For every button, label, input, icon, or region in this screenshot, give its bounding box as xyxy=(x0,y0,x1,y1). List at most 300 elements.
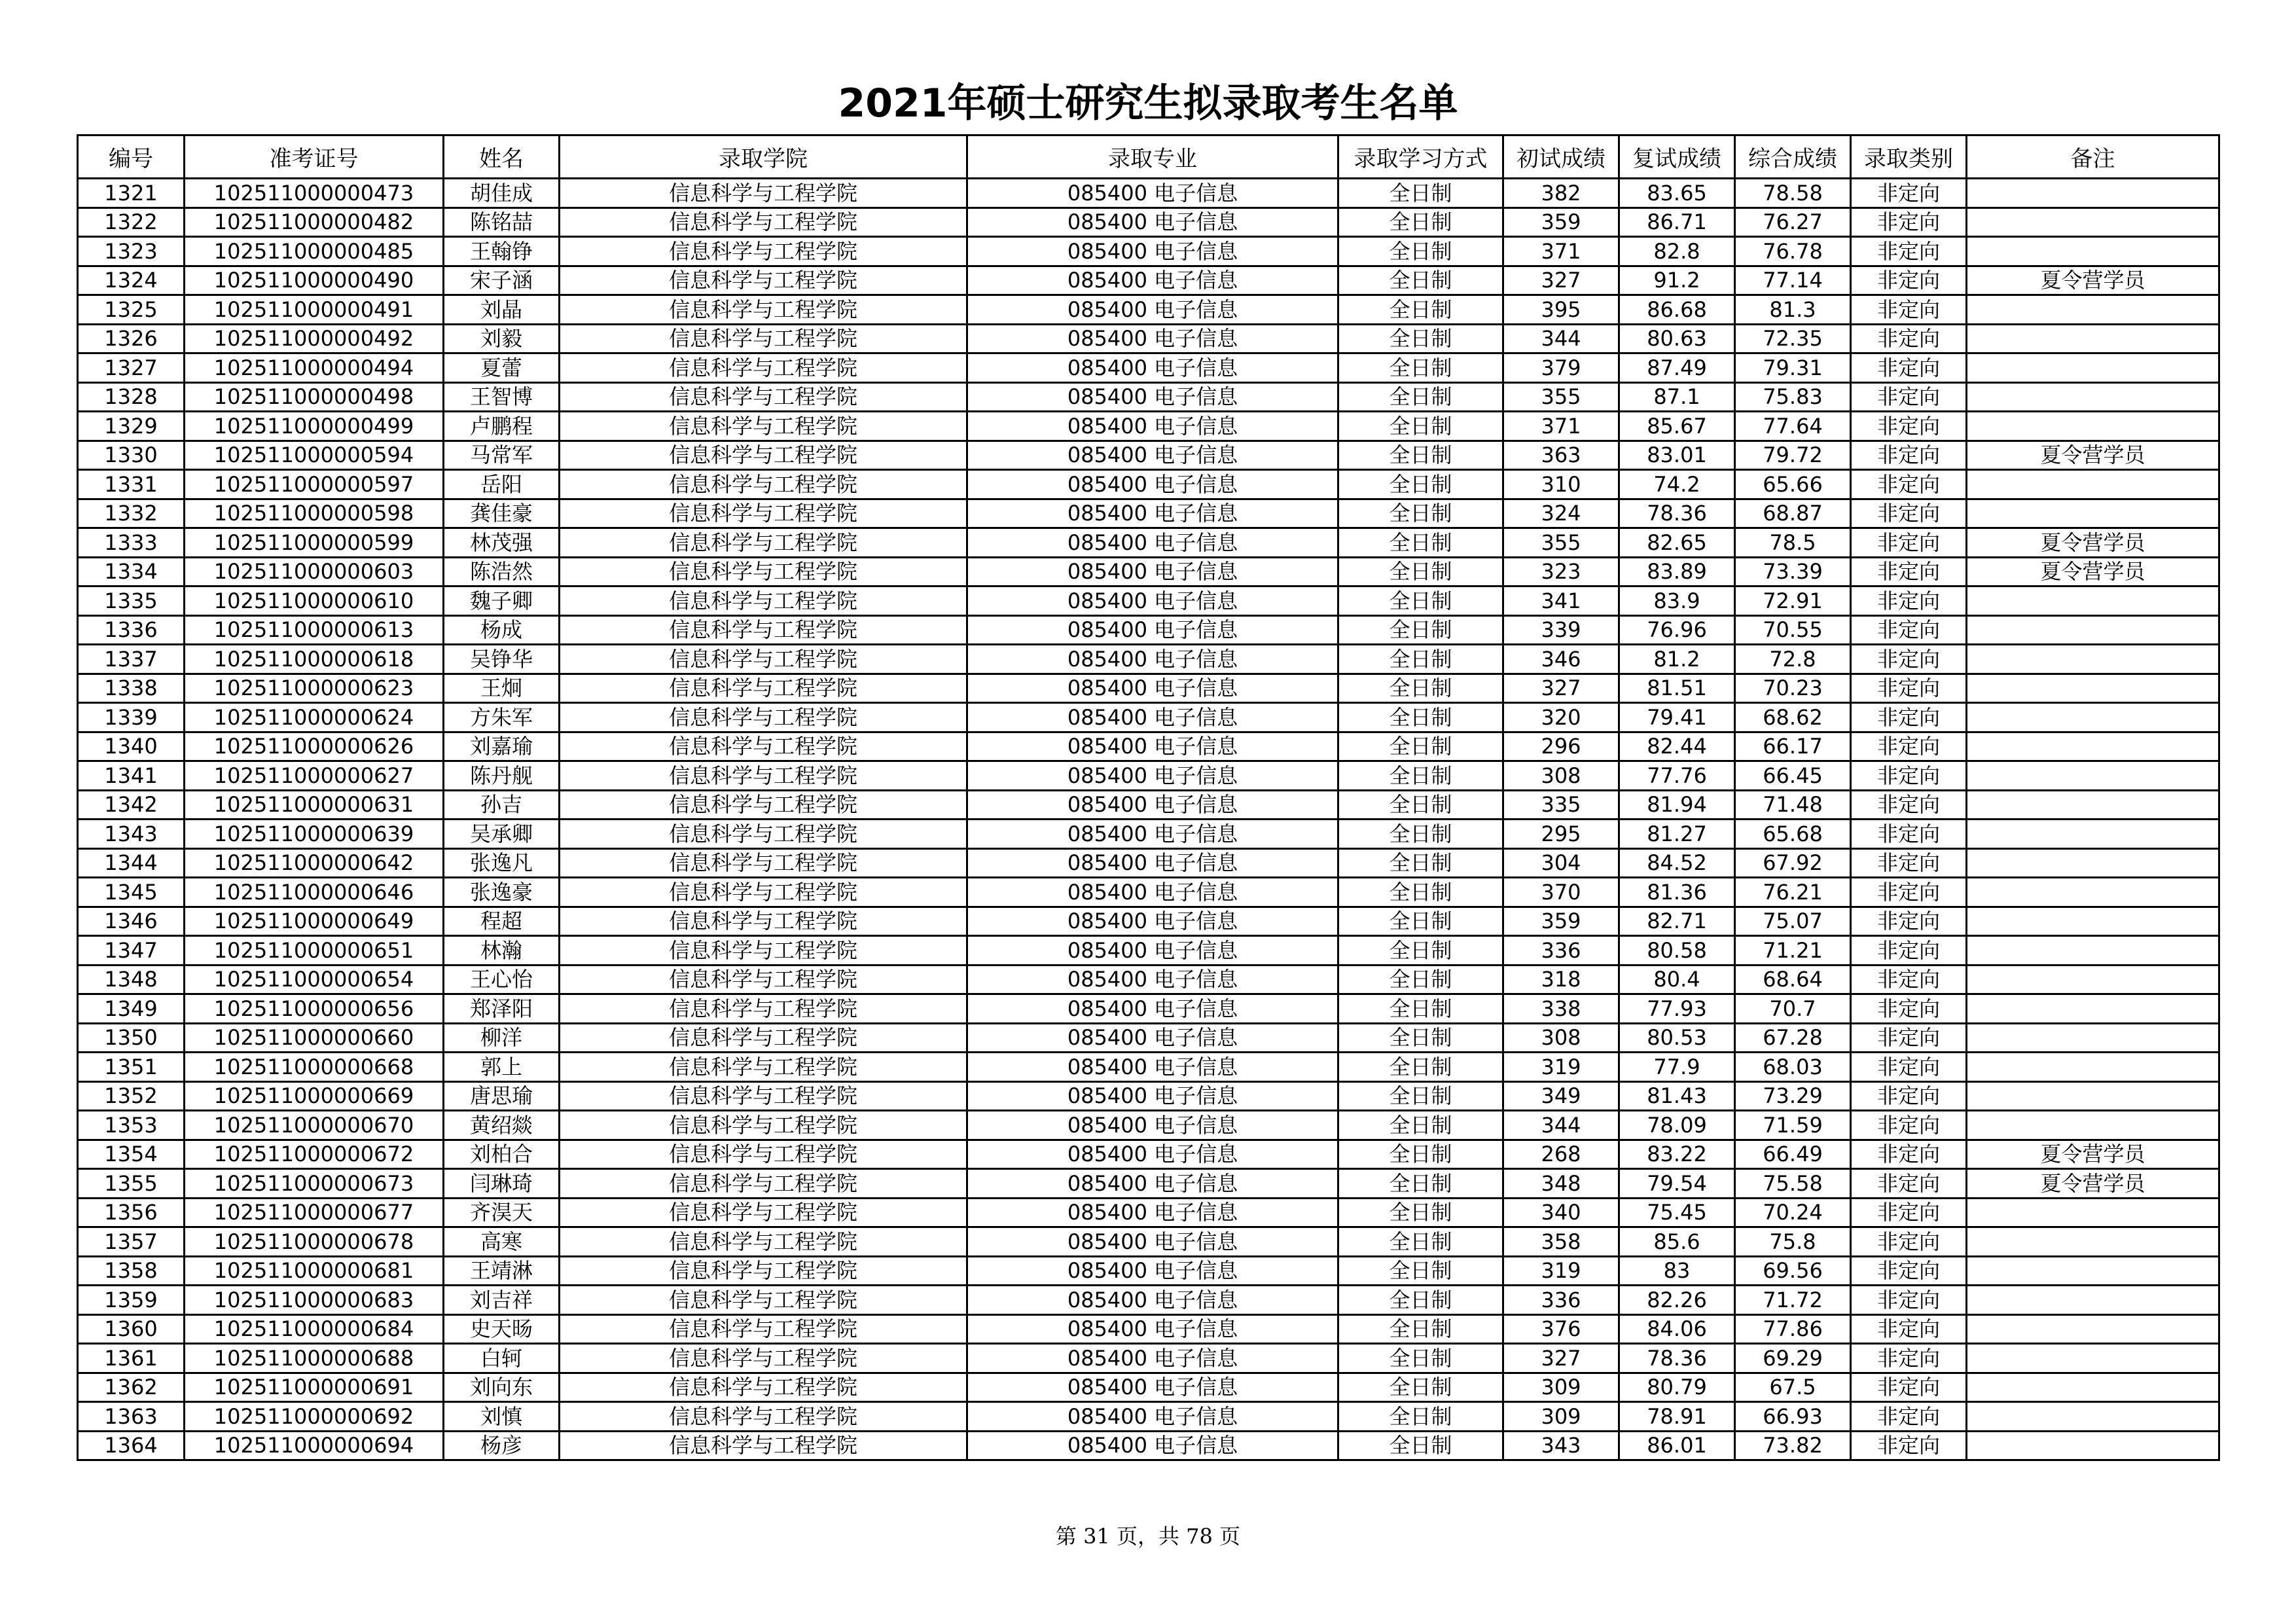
table-cell: 341 xyxy=(1503,586,1619,616)
table-cell: 孙吉 xyxy=(444,790,560,820)
table-cell: 1335 xyxy=(78,586,185,616)
table-cell: 085400 电子信息 xyxy=(967,1023,1338,1053)
table-cell: 马常军 xyxy=(444,441,560,470)
table-cell: 全日制 xyxy=(1338,645,1503,674)
table-cell: 382 xyxy=(1503,179,1619,208)
table-cell: 1348 xyxy=(78,965,185,994)
table-cell: 非定向 xyxy=(1851,1023,1967,1053)
table-row xyxy=(78,353,2219,383)
table-cell: 81.94 xyxy=(1619,790,1735,820)
table-cell: 78.91 xyxy=(1619,1402,1735,1432)
table-cell xyxy=(1967,1023,2219,1053)
table-cell xyxy=(1967,1431,2219,1460)
table-cell: 82.65 xyxy=(1619,528,1735,558)
table-cell xyxy=(1967,1256,2219,1286)
table-cell: 102511000000599 xyxy=(185,528,444,558)
table-cell: 1363 xyxy=(78,1402,185,1432)
table-cell: 102511000000683 xyxy=(185,1286,444,1315)
table-row xyxy=(78,1314,2219,1344)
table-cell: 夏蕾 xyxy=(444,353,560,383)
table-cell: 闫琳琦 xyxy=(444,1169,560,1199)
table-cell: 全日制 xyxy=(1338,615,1503,645)
table-cell: 全日制 xyxy=(1338,936,1503,965)
table-cell: 全日制 xyxy=(1338,499,1503,528)
table-cell: 信息科学与工程学院 xyxy=(560,295,967,325)
table-cell: 085400 电子信息 xyxy=(967,907,1338,936)
table-cell: 信息科学与工程学院 xyxy=(560,470,967,499)
table-cell xyxy=(1967,761,2219,791)
table-cell: 信息科学与工程学院 xyxy=(560,1023,967,1053)
table-cell: 信息科学与工程学院 xyxy=(560,1402,967,1432)
table-cell: 魏子卿 xyxy=(444,586,560,616)
table-cell: 齐淏天 xyxy=(444,1198,560,1227)
table-cell: 全日制 xyxy=(1338,965,1503,994)
table-cell: 102511000000672 xyxy=(185,1140,444,1169)
table-cell: 1354 xyxy=(78,1140,185,1169)
table-cell: 102511000000490 xyxy=(185,266,444,295)
table-cell: 非定向 xyxy=(1851,848,1967,878)
table-cell: 085400 电子信息 xyxy=(967,353,1338,383)
table-cell xyxy=(1967,470,2219,499)
table-cell: 80.53 xyxy=(1619,1023,1735,1053)
table-cell: 全日制 xyxy=(1338,586,1503,616)
table-cell: 71.21 xyxy=(1735,936,1851,965)
table-cell: 340 xyxy=(1503,1198,1619,1227)
table-cell: 信息科学与工程学院 xyxy=(560,907,967,936)
table-cell: 83.22 xyxy=(1619,1140,1735,1169)
table-cell: 信息科学与工程学院 xyxy=(560,266,967,295)
table-cell: 信息科学与工程学院 xyxy=(560,761,967,791)
table-cell xyxy=(1967,179,2219,208)
table-cell: 335 xyxy=(1503,790,1619,820)
table-cell: 102511000000613 xyxy=(185,615,444,645)
table-cell: 87.1 xyxy=(1619,382,1735,412)
table-cell: 信息科学与工程学院 xyxy=(560,1053,967,1082)
table-cell xyxy=(1967,382,2219,412)
table-cell: 非定向 xyxy=(1851,179,1967,208)
table-header-row xyxy=(78,135,2219,179)
table-cell: 1347 xyxy=(78,936,185,965)
table-cell: 102511000000491 xyxy=(185,295,444,325)
table-cell: 全日制 xyxy=(1338,1373,1503,1402)
table-cell: 102511000000694 xyxy=(185,1431,444,1460)
table-cell: 085400 电子信息 xyxy=(967,586,1338,616)
table-cell: 73.82 xyxy=(1735,1431,1851,1460)
table-cell: 非定向 xyxy=(1851,382,1967,412)
table-cell: 73.39 xyxy=(1735,557,1851,586)
table-cell: 359 xyxy=(1503,907,1619,936)
table-cell: 77.9 xyxy=(1619,1053,1735,1082)
table-cell: 83 xyxy=(1619,1256,1735,1286)
table-cell: 323 xyxy=(1503,557,1619,586)
admission-table xyxy=(77,134,2220,1461)
table-cell: 85.6 xyxy=(1619,1227,1735,1257)
table-cell: 1343 xyxy=(78,820,185,849)
table-cell: 75.45 xyxy=(1619,1198,1735,1227)
column-header: 复试成绩 xyxy=(1619,135,1735,179)
table-cell: 296 xyxy=(1503,732,1619,761)
table-cell: 方朱军 xyxy=(444,703,560,732)
table-cell: 1356 xyxy=(78,1198,185,1227)
table-cell: 非定向 xyxy=(1851,1227,1967,1257)
table-cell: 陈浩然 xyxy=(444,557,560,586)
table-cell: 全日制 xyxy=(1338,1111,1503,1140)
table-cell: 非定向 xyxy=(1851,615,1967,645)
table-cell: 085400 电子信息 xyxy=(967,1256,1338,1286)
table-row xyxy=(78,820,2219,849)
table-cell xyxy=(1967,936,2219,965)
table-cell: 非定向 xyxy=(1851,820,1967,849)
table-cell: 83.65 xyxy=(1619,179,1735,208)
table-row xyxy=(78,412,2219,441)
table-cell: 非定向 xyxy=(1851,470,1967,499)
table-cell: 宋子涵 xyxy=(444,266,560,295)
table-cell xyxy=(1967,586,2219,616)
table-cell: 信息科学与工程学院 xyxy=(560,1140,967,1169)
table-cell: 79.54 xyxy=(1619,1169,1735,1199)
table-cell: 1321 xyxy=(78,179,185,208)
table-cell: 非定向 xyxy=(1851,732,1967,761)
table-cell: 非定向 xyxy=(1851,528,1967,558)
table-cell: 信息科学与工程学院 xyxy=(560,1373,967,1402)
table-cell: 102511000000610 xyxy=(185,586,444,616)
table-cell: 信息科学与工程学院 xyxy=(560,586,967,616)
table-row xyxy=(78,645,2219,674)
table-cell: 102511000000594 xyxy=(185,441,444,470)
table-cell: 信息科学与工程学院 xyxy=(560,703,967,732)
table-cell: 379 xyxy=(1503,353,1619,383)
table-cell: 72.35 xyxy=(1735,324,1851,353)
table-row xyxy=(78,1111,2219,1140)
table-cell: 全日制 xyxy=(1338,732,1503,761)
table-cell: 夏令营学员 xyxy=(1967,266,2219,295)
table-cell: 80.79 xyxy=(1619,1373,1735,1402)
table-cell: 非定向 xyxy=(1851,1314,1967,1344)
table-cell: 102511000000654 xyxy=(185,965,444,994)
table-cell xyxy=(1967,324,2219,353)
table-cell: 信息科学与工程学院 xyxy=(560,1314,967,1344)
table-cell: 102511000000499 xyxy=(185,412,444,441)
table-cell xyxy=(1967,1286,2219,1315)
table-cell: 1324 xyxy=(78,266,185,295)
table-cell: 085400 电子信息 xyxy=(967,645,1338,674)
table-cell: 349 xyxy=(1503,1081,1619,1111)
table-cell xyxy=(1967,1081,2219,1111)
table-cell xyxy=(1967,965,2219,994)
table-cell: 全日制 xyxy=(1338,470,1503,499)
table-cell: 76.27 xyxy=(1735,208,1851,237)
table-cell: 371 xyxy=(1503,412,1619,441)
table-cell: 吴承卿 xyxy=(444,820,560,849)
table-cell xyxy=(1967,820,2219,849)
table-cell: 102511000000494 xyxy=(185,353,444,383)
table-cell: 295 xyxy=(1503,820,1619,849)
table-cell: 林瀚 xyxy=(444,936,560,965)
table-cell: 信息科学与工程学院 xyxy=(560,1111,967,1140)
table-cell: 全日制 xyxy=(1338,179,1503,208)
table-cell: 信息科学与工程学院 xyxy=(560,790,967,820)
table-cell: 1334 xyxy=(78,557,185,586)
table-cell: 085400 电子信息 xyxy=(967,848,1338,878)
table-cell: 085400 电子信息 xyxy=(967,615,1338,645)
table-cell: 信息科学与工程学院 xyxy=(560,208,967,237)
table-cell: 史天旸 xyxy=(444,1314,560,1344)
table-row xyxy=(78,1053,2219,1082)
table-cell: 085400 电子信息 xyxy=(967,1314,1338,1344)
table-cell: 1344 xyxy=(78,848,185,878)
table-cell: 信息科学与工程学院 xyxy=(560,645,967,674)
table-cell: 信息科学与工程学院 xyxy=(560,732,967,761)
table-cell: 355 xyxy=(1503,382,1619,412)
table-cell: 全日制 xyxy=(1338,441,1503,470)
table-cell: 74.2 xyxy=(1619,470,1735,499)
table-cell: 102511000000603 xyxy=(185,557,444,586)
table-cell: 86.71 xyxy=(1619,208,1735,237)
table-cell: 信息科学与工程学院 xyxy=(560,820,967,849)
table-cell: 085400 电子信息 xyxy=(967,1053,1338,1082)
table-cell: 非定向 xyxy=(1851,586,1967,616)
table-cell xyxy=(1967,907,2219,936)
table-cell: 336 xyxy=(1503,1286,1619,1315)
table-row xyxy=(78,1081,2219,1111)
table-cell: 84.52 xyxy=(1619,848,1735,878)
table-cell: 岳阳 xyxy=(444,470,560,499)
table-row xyxy=(78,1344,2219,1373)
table-cell: 非定向 xyxy=(1851,936,1967,965)
table-cell xyxy=(1967,1314,2219,1344)
column-header: 录取专业 xyxy=(967,135,1338,179)
table-cell: 全日制 xyxy=(1338,1431,1503,1460)
table-cell: 87.49 xyxy=(1619,353,1735,383)
column-header: 姓名 xyxy=(444,135,560,179)
table-cell: 全日制 xyxy=(1338,790,1503,820)
table-cell: 信息科学与工程学院 xyxy=(560,994,967,1024)
table-cell: 全日制 xyxy=(1338,295,1503,325)
table-cell: 1353 xyxy=(78,1111,185,1140)
table-cell: 1336 xyxy=(78,615,185,645)
table-cell: 全日制 xyxy=(1338,1227,1503,1257)
table-cell: 085400 电子信息 xyxy=(967,1344,1338,1373)
table-cell: 夏令营学员 xyxy=(1967,557,2219,586)
table-cell: 全日制 xyxy=(1338,1081,1503,1111)
table-cell: 085400 电子信息 xyxy=(967,936,1338,965)
table-cell: 非定向 xyxy=(1851,1140,1967,1169)
table-cell: 085400 电子信息 xyxy=(967,965,1338,994)
column-header: 初试成绩 xyxy=(1503,135,1619,179)
table-cell: 70.7 xyxy=(1735,994,1851,1024)
table-cell: 085400 电子信息 xyxy=(967,790,1338,820)
table-cell: 信息科学与工程学院 xyxy=(560,1169,967,1199)
table-cell: 杨成 xyxy=(444,615,560,645)
table-cell xyxy=(1967,645,2219,674)
table-cell: 全日制 xyxy=(1338,907,1503,936)
table-cell: 085400 电子信息 xyxy=(967,557,1338,586)
table-cell xyxy=(1967,848,2219,878)
table-cell: 370 xyxy=(1503,878,1619,907)
table-cell: 1351 xyxy=(78,1053,185,1082)
table-row xyxy=(78,528,2219,558)
table-cell: 102511000000646 xyxy=(185,878,444,907)
table-cell: 信息科学与工程学院 xyxy=(560,353,967,383)
table-row xyxy=(78,1198,2219,1227)
table-row xyxy=(78,499,2219,528)
table-row xyxy=(78,674,2219,703)
table-row xyxy=(78,1227,2219,1257)
table-cell: 79.41 xyxy=(1619,703,1735,732)
table-cell: 全日制 xyxy=(1338,1053,1503,1082)
table-cell: 非定向 xyxy=(1851,790,1967,820)
table-cell: 非定向 xyxy=(1851,557,1967,586)
table-cell: 非定向 xyxy=(1851,266,1967,295)
table-cell xyxy=(1967,615,2219,645)
table-row xyxy=(78,586,2219,616)
table-cell: 全日制 xyxy=(1338,1023,1503,1053)
table-cell: 324 xyxy=(1503,499,1619,528)
table-cell: 1358 xyxy=(78,1256,185,1286)
table-cell: 085400 电子信息 xyxy=(967,528,1338,558)
table-cell: 102511000000618 xyxy=(185,645,444,674)
table-cell: 信息科学与工程学院 xyxy=(560,382,967,412)
table-cell: 非定向 xyxy=(1851,324,1967,353)
table-cell: 085400 电子信息 xyxy=(967,1169,1338,1199)
table-cell: 郑泽阳 xyxy=(444,994,560,1024)
table-cell: 77.64 xyxy=(1735,412,1851,441)
table-row xyxy=(78,1023,2219,1053)
table-cell: 085400 电子信息 xyxy=(967,179,1338,208)
table-row xyxy=(78,878,2219,907)
table-cell: 102511000000482 xyxy=(185,208,444,237)
table-cell: 1338 xyxy=(78,674,185,703)
table-cell: 310 xyxy=(1503,470,1619,499)
table-cell: 76.96 xyxy=(1619,615,1735,645)
table-cell: 81.2 xyxy=(1619,645,1735,674)
table-row xyxy=(78,1286,2219,1315)
table-cell: 102511000000598 xyxy=(185,499,444,528)
table-cell xyxy=(1967,1402,2219,1432)
table-cell: 1360 xyxy=(78,1314,185,1344)
table-cell: 102511000000678 xyxy=(185,1227,444,1257)
table-cell: 全日制 xyxy=(1338,1402,1503,1432)
table-cell: 非定向 xyxy=(1851,878,1967,907)
table-cell: 085400 电子信息 xyxy=(967,412,1338,441)
table-cell xyxy=(1967,499,2219,528)
table-cell: 085400 电子信息 xyxy=(967,208,1338,237)
table-row xyxy=(78,266,2219,295)
table-cell: 308 xyxy=(1503,761,1619,791)
table-cell: 刘毅 xyxy=(444,324,560,353)
table-cell: 夏令营学员 xyxy=(1967,441,2219,470)
table-cell: 非定向 xyxy=(1851,1169,1967,1199)
table-row xyxy=(78,1140,2219,1169)
table-cell: 全日制 xyxy=(1338,1256,1503,1286)
table-cell: 319 xyxy=(1503,1256,1619,1286)
table-cell: 75.8 xyxy=(1735,1227,1851,1257)
table-cell: 全日制 xyxy=(1338,994,1503,1024)
table-cell: 67.5 xyxy=(1735,1373,1851,1402)
table-cell: 刘慎 xyxy=(444,1402,560,1432)
table-cell: 王炯 xyxy=(444,674,560,703)
table-cell: 非定向 xyxy=(1851,441,1967,470)
table-cell: 69.56 xyxy=(1735,1256,1851,1286)
table-cell: 085400 电子信息 xyxy=(967,674,1338,703)
table-cell: 102511000000631 xyxy=(185,790,444,820)
table-row xyxy=(78,1169,2219,1199)
table-cell: 白轲 xyxy=(444,1344,560,1373)
table-cell: 68.03 xyxy=(1735,1053,1851,1082)
table-cell: 91.2 xyxy=(1619,266,1735,295)
table-cell: 非定向 xyxy=(1851,994,1967,1024)
table-cell: 085400 电子信息 xyxy=(967,1373,1338,1402)
table-cell xyxy=(1967,1344,2219,1373)
table-row xyxy=(78,382,2219,412)
table-cell: 102511000000656 xyxy=(185,994,444,1024)
table-cell: 王翰铮 xyxy=(444,237,560,266)
column-header: 编号 xyxy=(78,135,185,179)
page-title: 2021年硕士研究生拟录取考生名单 xyxy=(838,81,1458,126)
column-header: 录取类别 xyxy=(1851,135,1967,179)
table-cell: 102511000000642 xyxy=(185,848,444,878)
table-cell: 83.89 xyxy=(1619,557,1735,586)
table-cell: 085400 电子信息 xyxy=(967,266,1338,295)
table-cell: 68.62 xyxy=(1735,703,1851,732)
table-cell: 非定向 xyxy=(1851,237,1967,266)
table-cell: 1352 xyxy=(78,1081,185,1111)
table-cell: 刘吉祥 xyxy=(444,1286,560,1315)
table-cell: 359 xyxy=(1503,208,1619,237)
table-cell xyxy=(1967,703,2219,732)
table-cell: 76.21 xyxy=(1735,878,1851,907)
table-cell: 非定向 xyxy=(1851,761,1967,791)
table-cell: 1327 xyxy=(78,353,185,383)
table-cell: 085400 电子信息 xyxy=(967,703,1338,732)
table-cell: 黄绍燚 xyxy=(444,1111,560,1140)
table-cell: 全日制 xyxy=(1338,266,1503,295)
table-cell: 085400 电子信息 xyxy=(967,1111,1338,1140)
table-cell: 1340 xyxy=(78,732,185,761)
table-cell: 非定向 xyxy=(1851,645,1967,674)
table-cell: 085400 电子信息 xyxy=(967,295,1338,325)
table-cell: 68.64 xyxy=(1735,965,1851,994)
table-cell: 76.78 xyxy=(1735,237,1851,266)
table-cell: 320 xyxy=(1503,703,1619,732)
table-row xyxy=(78,790,2219,820)
table-cell: 102511000000670 xyxy=(185,1111,444,1140)
table-cell: 346 xyxy=(1503,645,1619,674)
table-cell xyxy=(1967,790,2219,820)
table-row xyxy=(78,965,2219,994)
table-cell: 非定向 xyxy=(1851,1198,1967,1227)
table-cell: 非定向 xyxy=(1851,907,1967,936)
table-cell: 全日制 xyxy=(1338,382,1503,412)
table-cell: 1357 xyxy=(78,1227,185,1257)
table-cell xyxy=(1967,295,2219,325)
table-cell xyxy=(1967,878,2219,907)
table-cell: 085400 电子信息 xyxy=(967,1140,1338,1169)
table-cell: 348 xyxy=(1503,1169,1619,1199)
table-cell xyxy=(1967,1227,2219,1257)
table-cell: 杨彦 xyxy=(444,1431,560,1460)
table-cell: 非定向 xyxy=(1851,412,1967,441)
table-cell: 1332 xyxy=(78,499,185,528)
table-cell: 非定向 xyxy=(1851,295,1967,325)
table-cell: 304 xyxy=(1503,848,1619,878)
table-row xyxy=(78,907,2219,936)
table-cell: 1333 xyxy=(78,528,185,558)
table-cell: 085400 电子信息 xyxy=(967,470,1338,499)
table-cell: 全日制 xyxy=(1338,528,1503,558)
table-cell: 郭上 xyxy=(444,1053,560,1082)
table-cell: 371 xyxy=(1503,237,1619,266)
